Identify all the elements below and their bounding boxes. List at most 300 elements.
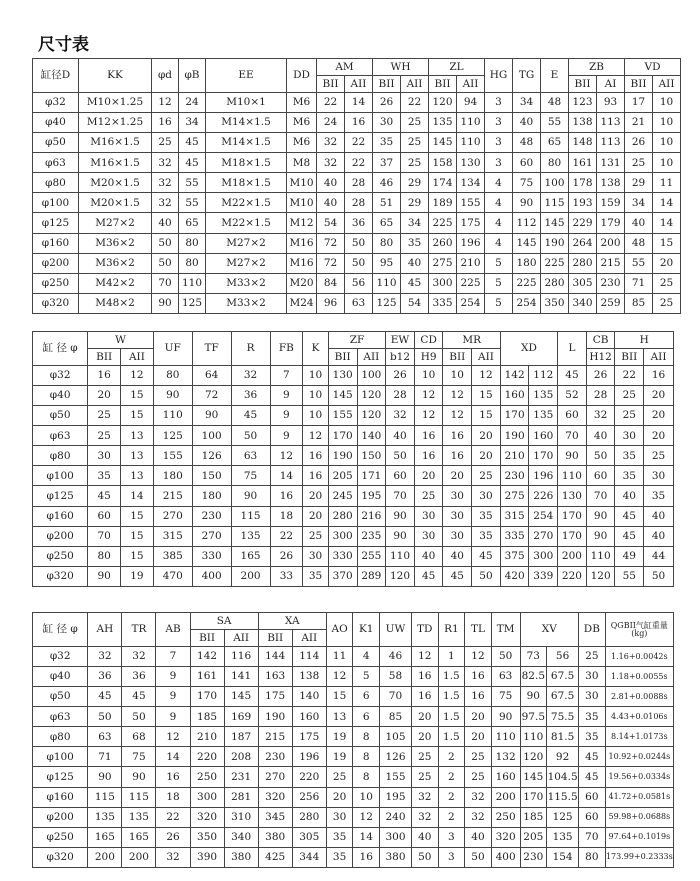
col-header-phi-d: φd	[152, 59, 179, 93]
table-cell: 81.5	[547, 727, 579, 747]
table-cell: 65	[541, 133, 569, 153]
col-header-db: DB	[579, 613, 606, 647]
table-cell: 25	[401, 113, 429, 133]
table-cell: 3	[485, 153, 513, 173]
col-header-xv: XV	[520, 613, 579, 647]
col-header-xa: XA	[258, 613, 326, 630]
table-cell: 225	[429, 213, 457, 233]
table-cell: 90	[88, 566, 121, 586]
table-cell: 159	[597, 193, 625, 213]
bore-cell: φ63	[33, 707, 88, 727]
table-cell: 330	[328, 546, 357, 566]
table-cell: 64	[192, 366, 231, 386]
table-row	[33, 386, 674, 406]
table-cell: 160	[500, 386, 529, 406]
table-cell: 80	[179, 253, 206, 273]
table-cell: 148	[569, 133, 597, 153]
bore-cell: φ50	[33, 406, 88, 426]
col-header-k1: K1	[353, 613, 380, 647]
table-cell: 189	[429, 193, 457, 213]
table-cell: 126	[192, 446, 231, 466]
table-cell: 16	[345, 113, 373, 133]
table-cell: 114	[292, 647, 326, 667]
table-cell: 280	[292, 807, 326, 827]
table-row	[33, 566, 674, 586]
col-header-tg: TG	[513, 59, 541, 93]
table-cell: 26	[156, 827, 190, 847]
table-cell: 29	[401, 193, 429, 213]
table-cell: 55	[625, 253, 653, 273]
table-cell: 54	[317, 213, 345, 233]
table-cell: 30	[443, 506, 472, 526]
bore-cell: φ320	[33, 566, 88, 586]
table-cell: 32	[386, 406, 415, 426]
table-cell: 22	[615, 366, 644, 386]
table-cell: 45	[472, 546, 501, 566]
table-cell: 16	[414, 426, 443, 446]
table-cell: 280	[541, 273, 569, 293]
table-cell: 40	[386, 426, 415, 446]
table-cell: 300	[429, 273, 457, 293]
table-cell: 154	[547, 847, 579, 867]
col-header-weight	[605, 613, 673, 647]
table-cell: 50	[586, 446, 615, 466]
table-cell: 65	[179, 213, 206, 233]
table-cell: 32	[317, 153, 345, 173]
dimension-table-1	[32, 58, 681, 314]
table-cell: 345	[258, 807, 292, 827]
table-cell: 165	[231, 546, 270, 566]
table-cell: 70	[88, 526, 121, 546]
table-cell: 12	[156, 727, 190, 747]
table-cell: 50	[88, 707, 122, 727]
table-cell: 226	[529, 486, 558, 506]
table-cell: 80	[373, 233, 401, 253]
table-cell: 40	[401, 253, 429, 273]
sub-header: BII	[625, 76, 653, 93]
table-cell: 230	[258, 747, 292, 767]
bore-cell: φ320	[33, 293, 79, 313]
table-cell: 20	[465, 707, 492, 727]
table-cell: 120	[586, 566, 615, 586]
table-cell: 5	[485, 293, 513, 313]
table-cell: M33×2	[206, 273, 287, 293]
table-cell: 254	[529, 506, 558, 526]
table-cell: 16	[303, 446, 329, 466]
table-cell: 29	[401, 173, 429, 193]
table-cell: 134	[457, 173, 485, 193]
table-cell: 145	[513, 233, 541, 253]
table-row	[33, 406, 674, 426]
table-cell: 225	[457, 273, 485, 293]
table-cell: 72	[192, 386, 231, 406]
table-cell: 196	[529, 466, 558, 486]
table-cell: 7	[156, 647, 190, 667]
table-cell: 19	[326, 727, 353, 747]
table-cell: 80	[153, 366, 192, 386]
table-row	[33, 293, 681, 313]
table-cell: 110	[373, 273, 401, 293]
table-cell: 30	[472, 486, 501, 506]
bore-cell: φ100	[33, 193, 79, 213]
table-cell: M20×1.5	[79, 173, 152, 193]
table-cell: 131	[597, 153, 625, 173]
table-cell: 45	[579, 767, 606, 787]
table-cell: 380	[258, 827, 292, 847]
table-cell: 135	[429, 113, 457, 133]
table-cell: 190	[500, 426, 529, 446]
table-cell: 4	[485, 213, 513, 233]
table-cell: 289	[357, 566, 386, 586]
table-cell: M48×2	[79, 293, 152, 313]
table-cell: 68	[122, 727, 156, 747]
table-cell: 54	[401, 293, 429, 313]
table-cell: 16	[465, 687, 492, 707]
table-cell: 26	[386, 366, 415, 386]
table-cell: 1.5	[438, 687, 465, 707]
col-header-zb: ZB	[569, 59, 625, 76]
table-cell: M18×1.5	[206, 173, 287, 193]
sub-header: BII	[328, 349, 357, 366]
table-cell: 259	[597, 293, 625, 313]
table-cell: 1	[438, 647, 465, 667]
table-cell: 12	[443, 406, 472, 426]
table-cell: 35	[326, 827, 353, 847]
table-cell: 63	[345, 293, 373, 313]
table-cell: 125	[547, 807, 579, 827]
table-cell: 25	[411, 747, 438, 767]
col-header-zl: ZL	[429, 59, 485, 76]
table-cell: 45	[579, 747, 606, 767]
table-cell: 5	[353, 667, 380, 687]
table-cell: 32	[152, 153, 179, 173]
col-header-kk: KK	[79, 59, 152, 93]
table-cell: 75.5	[547, 707, 579, 727]
table-cell: 400	[192, 566, 231, 586]
table-cell: 231	[224, 767, 258, 787]
table-cell: 15	[121, 506, 154, 526]
table-cell: 30	[414, 526, 443, 546]
table-cell: M6	[287, 133, 317, 153]
table-cell: 20	[411, 707, 438, 727]
table-cell: 50	[644, 566, 674, 586]
table-cell: 5	[485, 253, 513, 273]
table-cell: 37	[373, 153, 401, 173]
table-cell: 25	[303, 526, 329, 546]
table-cell: 45	[231, 406, 270, 426]
table-cell: 22	[345, 153, 373, 173]
table-cell: 110	[179, 273, 206, 293]
table-row	[33, 173, 681, 193]
table-cell: 40	[513, 113, 541, 133]
table-cell: 280	[569, 253, 597, 273]
table-cell: 230	[500, 466, 529, 486]
table-cell: 90	[513, 193, 541, 213]
table-cell: 46	[380, 647, 412, 667]
table-cell: 260	[429, 233, 457, 253]
col-header-mr: MR	[443, 332, 500, 349]
table-cell: 12	[270, 446, 303, 466]
bore-cell: φ80	[33, 727, 88, 747]
table-cell: 80	[579, 847, 606, 867]
table-cell: 123	[569, 93, 597, 113]
table-cell: 67.5	[547, 667, 579, 687]
table-row	[33, 747, 674, 767]
table-cell: 175	[292, 727, 326, 747]
table-cell: 160	[491, 767, 520, 787]
table-cell: 85	[380, 707, 412, 727]
col-header-tr: TR	[122, 613, 156, 647]
table-cell: 3	[438, 847, 465, 867]
table-cell: 185	[190, 707, 224, 727]
table-cell: 300	[380, 827, 412, 847]
table-cell: 32	[152, 193, 179, 213]
table-cell: M20	[287, 273, 317, 293]
table-cell: 35	[579, 727, 606, 747]
table-cell: 35	[644, 486, 674, 506]
table-cell: M10	[287, 193, 317, 213]
table-cell: 75	[122, 747, 156, 767]
table-cell: M18×1.5	[206, 153, 287, 173]
table-cell: 185	[520, 807, 547, 827]
table-cell: 26	[625, 133, 653, 153]
table-cell: 161	[190, 667, 224, 687]
table-cell: 25	[644, 446, 674, 466]
table-cell: 41.72+0.0581s	[605, 787, 673, 807]
table-cell: 385	[153, 546, 192, 566]
table-cell: 161	[569, 153, 597, 173]
sub-header: BII	[88, 349, 121, 366]
table-cell: 12	[411, 647, 438, 667]
table-cell: 115	[122, 787, 156, 807]
table-cell: 174	[429, 173, 457, 193]
table-cell: M36×2	[79, 233, 152, 253]
table-cell: 15	[121, 546, 154, 566]
table-cell: 158	[429, 153, 457, 173]
bore-cell: φ250	[33, 273, 79, 293]
bore-cell: φ125	[33, 213, 79, 233]
table-cell: M27×2	[206, 233, 287, 253]
table-cell: 25	[88, 406, 121, 426]
table-cell: 15	[121, 406, 154, 426]
dimension-table-2	[32, 331, 674, 587]
table-cell: 160	[529, 426, 558, 446]
bore-cell: φ200	[33, 807, 88, 827]
table-cell: 230	[597, 273, 625, 293]
table-cell: 30	[414, 506, 443, 526]
table-cell: 22	[270, 526, 303, 546]
table-cell: 180	[192, 486, 231, 506]
table-cell: 72	[317, 253, 345, 273]
table-cell: 210	[500, 446, 529, 466]
table-cell: 10	[653, 93, 681, 113]
col-header-ao: AO	[326, 613, 353, 647]
table-cell: 110	[386, 546, 415, 566]
table-cell: 20	[644, 426, 674, 446]
table-cell: 170	[529, 446, 558, 466]
table-cell: 50	[386, 446, 415, 466]
table-cell: 115	[88, 787, 122, 807]
table-cell: 3	[485, 93, 513, 113]
weight-header-unit: (kg)	[631, 628, 648, 638]
table-cell: 16	[88, 366, 121, 386]
table-cell: 12	[414, 406, 443, 426]
table-cell: 8	[353, 747, 380, 767]
table-cell: 22	[345, 133, 373, 153]
bore-cell: φ80	[33, 446, 88, 466]
table-cell: 19	[326, 747, 353, 767]
table-cell: 25	[326, 767, 353, 787]
table-cell: 26	[586, 366, 615, 386]
table-cell: 50	[152, 233, 179, 253]
sub-header: BII	[258, 630, 292, 647]
table-cell: 170	[328, 426, 357, 446]
table-cell: 155	[328, 406, 357, 426]
table-cell: 320	[491, 827, 520, 847]
table-cell: 142	[500, 366, 529, 386]
table-cell: 32	[465, 787, 492, 807]
table-cell: 18	[156, 787, 190, 807]
table-cell: 1.18+0.0055s	[605, 667, 673, 687]
table-cell: 40	[644, 526, 674, 546]
table-cell: 9	[156, 707, 190, 727]
table-cell: M33×2	[206, 293, 287, 313]
bore-cell: φ160	[33, 506, 88, 526]
table-cell: 125	[179, 293, 206, 313]
table-cell: 130	[558, 486, 587, 506]
table-cell: 40	[317, 193, 345, 213]
table-cell: 145	[224, 687, 258, 707]
table-cell: M14×1.5	[206, 133, 287, 153]
table-cell: 90	[153, 386, 192, 406]
table-cell: 229	[569, 213, 597, 233]
table-cell: 60	[513, 153, 541, 173]
col-header-l: L	[558, 332, 587, 366]
table-cell: 30	[644, 466, 674, 486]
table-cell: 179	[597, 213, 625, 233]
table-cell: 26	[270, 546, 303, 566]
table-row	[33, 647, 674, 667]
table-cell: 15	[472, 386, 501, 406]
table-cell: 30	[615, 426, 644, 446]
col-header-xd: XD	[500, 332, 557, 366]
table-cell: 150	[192, 466, 231, 486]
table-cell: 250	[491, 807, 520, 827]
table-cell: 75	[231, 466, 270, 486]
bore-cell: φ200	[33, 253, 79, 273]
bore-cell: φ63	[33, 426, 88, 446]
table-row	[33, 707, 674, 727]
table-cell: 32	[586, 406, 615, 426]
table-row	[33, 366, 674, 386]
table-cell: 97.5	[520, 707, 547, 727]
table-cell: 30	[443, 526, 472, 546]
table-cell: 335	[500, 526, 529, 546]
table-cell: 15	[653, 233, 681, 253]
table-cell: M16	[287, 233, 317, 253]
table-cell: 49	[615, 546, 644, 566]
table-cell: 350	[190, 827, 224, 847]
table-cell: 20	[472, 426, 501, 446]
table-cell: 14	[121, 486, 154, 506]
table-cell: M20×1.5	[79, 193, 152, 213]
table-cell: 6	[353, 707, 380, 727]
table-cell: 13	[121, 466, 154, 486]
bore-cell: φ125	[33, 767, 88, 787]
table-cell: 6	[353, 687, 380, 707]
table-cell: 16	[443, 426, 472, 446]
table-cell: 254	[513, 293, 541, 313]
table-cell: 16	[411, 687, 438, 707]
table-cell: 20	[326, 787, 353, 807]
table-cell: 40	[586, 426, 615, 446]
table-cell: 12	[326, 667, 353, 687]
table-cell: 205	[520, 827, 547, 847]
table-cell: 170	[500, 406, 529, 426]
table-cell: 45	[88, 687, 122, 707]
table-cell: 60	[88, 506, 121, 526]
table-cell: 375	[500, 546, 529, 566]
table-cell: 300	[328, 526, 357, 546]
col-header-phi-b: φB	[179, 59, 206, 93]
table-cell: 72	[317, 233, 345, 253]
sub-header: b12	[386, 349, 415, 366]
table-cell: M16	[287, 253, 317, 273]
table-cell: 205	[328, 466, 357, 486]
table-cell: 35	[401, 233, 429, 253]
table-cell: 145	[328, 386, 357, 406]
table-cell: 132	[491, 747, 520, 767]
table-cell: 40	[152, 213, 179, 233]
table-cell: 30	[303, 546, 329, 566]
table-cell: 20	[653, 253, 681, 273]
table-cell: 40	[644, 506, 674, 526]
table-cell: 1.16+0.0042s	[605, 647, 673, 667]
table-cell: 70	[152, 273, 179, 293]
table-cell: 275	[500, 486, 529, 506]
table-cell: 45	[88, 486, 121, 506]
sub-header: H12	[586, 349, 615, 366]
table-cell: 36	[88, 667, 122, 687]
table-cell: 138	[569, 113, 597, 133]
table-cell: 28	[345, 193, 373, 213]
sub-header: AII	[121, 349, 154, 366]
table-cell: 4	[353, 647, 380, 667]
sub-header: AI	[597, 76, 625, 93]
table-cell: 50	[465, 847, 492, 867]
table-cell: 25	[625, 153, 653, 173]
table-cell: 48	[541, 93, 569, 113]
table-cell: 135	[231, 526, 270, 546]
table-cell: 45	[443, 566, 472, 586]
table-cell: 24	[317, 113, 345, 133]
table-cell: 25	[152, 133, 179, 153]
table-cell: 34	[513, 93, 541, 113]
table-cell: 10	[303, 386, 329, 406]
table-cell: 25	[88, 426, 121, 446]
table-cell: 44	[644, 546, 674, 566]
table-cell: 16	[414, 446, 443, 466]
table-cell: 50	[411, 847, 438, 867]
table-cell: M36×2	[79, 253, 152, 273]
sub-header: AII	[401, 76, 429, 93]
table-cell: 13	[326, 707, 353, 727]
table-cell: 90	[520, 687, 547, 707]
table-cell: 9	[270, 386, 303, 406]
table-cell: 225	[513, 273, 541, 293]
table-cell: 15	[472, 406, 501, 426]
col-header-uf: UF	[153, 332, 192, 366]
